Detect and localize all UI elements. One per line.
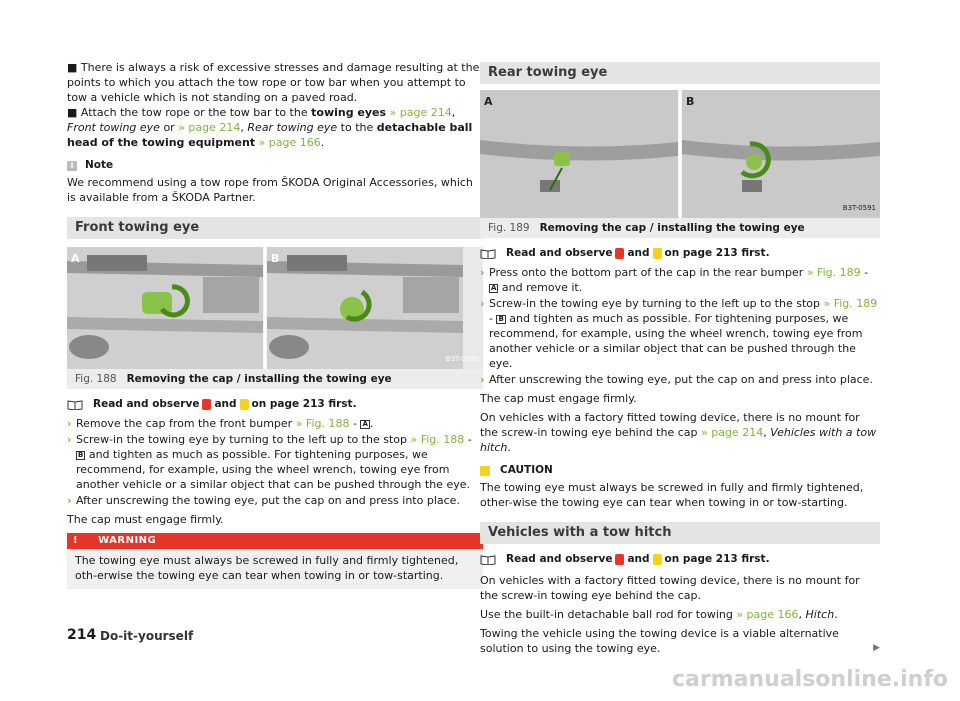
figure-label-a: A xyxy=(71,252,80,265)
figure-link[interactable]: » Fig. 188 xyxy=(410,433,465,446)
read-observe-line: Read and observe and on page 213 first. xyxy=(480,246,880,261)
hitch-paragraph-2: Use the built-in detachable ball rod for towing » page 166, Hitch. xyxy=(480,608,838,621)
warning-badge-icon xyxy=(615,248,624,259)
continue-arrow-icon: ▶ xyxy=(873,643,880,653)
caution-text: The towing eye must always be screwed in fully and firmly tightened, other-wise the towing eye can tear when towing in or tow-starting. xyxy=(480,481,864,509)
mount-paragraph: On vehicles with a factory fitted towing device, there is no mount for the screw-in towing eye behind the cap » page 214, Vehicles with a tow hitch. xyxy=(480,411,877,454)
figure-188 xyxy=(67,247,483,369)
hitch-paragraph-3: Towing the vehicle using the towing device is a viable alternative solution to using the towing eye. ▶ xyxy=(480,627,880,655)
step-item: › After unscrewing the towing eye, put the cap on and press into place. xyxy=(67,494,460,507)
warning-box: ! WARNING The towing eye must always be screwed in fully and firmly tightened, oth-erwise the towing eye can tear when towing in or tow-starting. xyxy=(67,533,483,589)
intro-paragraph: ■ There is always a risk of excessive stresses and damage resulting at the points to which you attach the tow rope or tow bar when you attempt to tow a vehicle which is not standing on a paved road. xyxy=(67,61,480,104)
figure-189 xyxy=(480,90,880,218)
watermark: carmanualsonline.info xyxy=(672,667,948,692)
step-item: › After unscrewing the towing eye, put the cap on and press into place. xyxy=(480,373,873,386)
page-link[interactable]: » page 166 xyxy=(255,136,321,149)
page-title: Do-it-yourself xyxy=(100,629,194,643)
book-icon xyxy=(480,248,496,259)
page-number: 214 xyxy=(67,627,97,643)
step-item: › Remove the cap from the front bumper » Fig. 188 - A . xyxy=(67,417,374,430)
section-title-rear: Rear towing eye xyxy=(480,62,880,84)
hitch-paragraph-1: On vehicles with a factory fitted towing device, there is no mount for the screw-in towing eye behind the cap. xyxy=(480,574,860,602)
figure-label-a: A xyxy=(484,95,493,108)
page-link[interactable]: » page 214 xyxy=(386,106,452,119)
rear-bumper-illustration xyxy=(480,90,880,218)
step-item: › Screw-in the towing eye by turning to the left up to the stop » Fig. 189 - B and tighten as much as possible. For tightening purposes, we recommend, for example, using the wheel wrench, towing eye from another vehicle or a similar object that can be pushed through the eye. xyxy=(480,297,878,370)
figure-link[interactable]: » Fig. 189 xyxy=(823,297,878,310)
page-link[interactable]: » page 214 xyxy=(178,121,241,134)
step-item: › Press onto the bottom part of the cap in the rear bumper » Fig. 189 - A and remove it. xyxy=(480,266,869,294)
info-icon: i xyxy=(67,161,77,171)
caution-badge-icon xyxy=(653,248,662,259)
warning-text: The towing eye must always be screwed in fully and firmly tightened, oth-erwise the towing eye can tear when towing in or tow-starting. xyxy=(67,549,483,589)
warning-badge-icon xyxy=(202,399,211,410)
warning-badge-icon xyxy=(615,554,624,565)
page-link[interactable]: » page 214 xyxy=(701,426,764,439)
read-observe-line: Read and observe and on page 213 first. xyxy=(480,552,880,567)
attach-paragraph: ■ Attach the tow rope or the tow bar to the towing eyes » page 214, Front towing eye or » page 214, Rear towing eye to the detachable ball head of the towing equipment » page 166. xyxy=(67,106,473,149)
book-icon xyxy=(480,554,496,565)
figure-code: B3T-0591 xyxy=(842,204,876,212)
caution-header: CAUTION xyxy=(480,463,880,478)
read-observe-line: Read and observe and on page 213 first. xyxy=(67,397,483,412)
figure-link[interactable]: » Fig. 189 xyxy=(806,266,861,279)
figure-code: B3T-0590 xyxy=(445,355,479,363)
figure-caption: Fig. 188 Removing the cap / installing the towing eye xyxy=(67,369,483,389)
note-header: i Note xyxy=(67,158,483,173)
right-column xyxy=(480,62,880,656)
note-text: We recommend using a tow rope from ŠKODA Original Accessories, which is available from a ŠKODA Partner. xyxy=(67,176,473,204)
left-column xyxy=(67,60,483,589)
caution-badge-icon xyxy=(240,399,249,410)
cap-text: The cap must engage firmly. xyxy=(480,392,637,405)
figure-link[interactable]: » Fig. 188 xyxy=(295,417,350,430)
page-link[interactable]: » page 166 xyxy=(736,608,799,621)
section-title-front: Front towing eye xyxy=(67,217,483,239)
warning-icon: ! xyxy=(73,535,79,546)
cap-text: The cap must engage firmly. xyxy=(67,513,224,526)
step-item: › Screw-in the towing eye by turning to the left up to the stop » Fig. 188 - B and tighten as much as possible. For tightening purposes, we recommend, for example, using the wheel wrench, towing eye from another vehicle or a similar object that can be pushed through the eye. xyxy=(67,433,472,491)
caution-badge-icon xyxy=(653,554,662,565)
figure-label-b: B xyxy=(271,252,280,265)
figure-label-b: B xyxy=(686,95,695,108)
caution-icon xyxy=(480,466,490,476)
front-bumper-illustration xyxy=(67,247,463,369)
book-icon xyxy=(67,399,83,410)
section-title-hitch: Vehicles with a tow hitch xyxy=(480,522,880,544)
figure-caption: Fig. 189 Removing the cap / installing the towing eye xyxy=(480,218,880,238)
